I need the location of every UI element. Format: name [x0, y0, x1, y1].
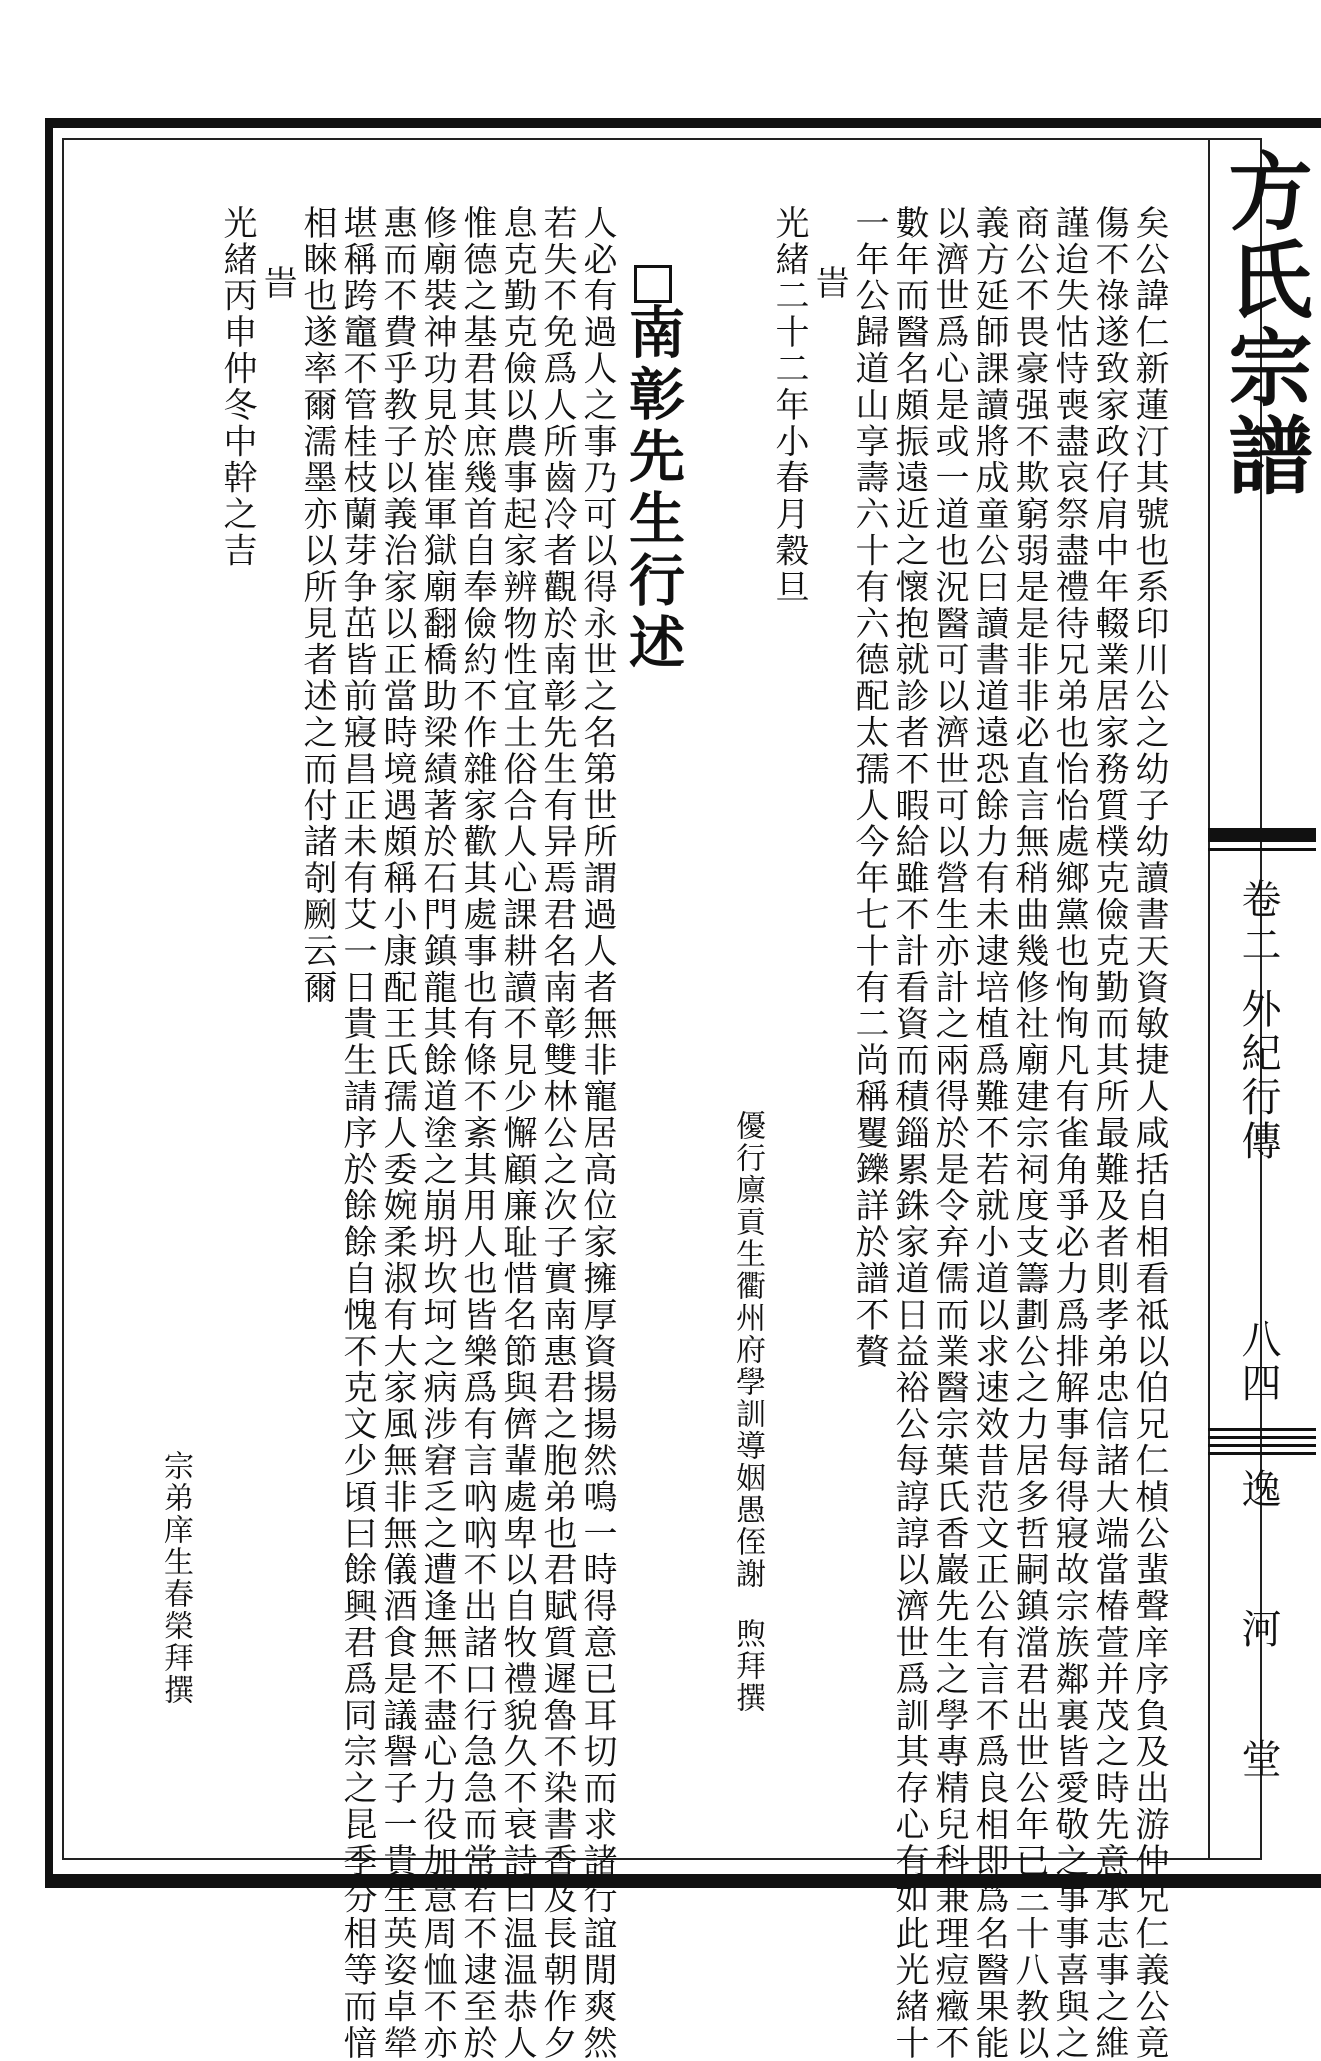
title-column [1208, 138, 1316, 1860]
record-one-line: 矣公諱仁新蓮汀其號也系印川公之幼子幼讀書天資敏捷人咸括自相看祗以伯兄仁楨公蜚聲庠序負及出游仲兄仁義公竟 [1129, 205, 1169, 2061]
record-one-author-name: 煦拜撰 [730, 1618, 765, 1714]
record-one-line: 義方延師課讀將成童公曰讀書道遠恐餘力有未逮培植爲難不若就小道以求速效昔范文正公有言不爲良相即爲名醫果能 [969, 205, 1009, 2061]
record-two-title: 南彰先生行述 [620, 303, 686, 675]
record-two-line: 相睞也遂率爾濡墨亦以所見者述之而付諸剞劂云爾 [297, 205, 337, 1006]
title-bracket-mark [634, 265, 672, 303]
title-rule-thick [1208, 828, 1316, 842]
record-two-line: 修廟裝神功見於崔軍獄廟翻橋助梁績著於石門鎮龍其餘道塗之崩坍坎坷之病涉窘乏之遭逢無不盡心力役加意周恤不亦 [417, 205, 457, 2061]
record-two-date-label: 旹 [257, 265, 297, 302]
hall-name-char-3: 堂 [1235, 1738, 1281, 1778]
record-one-author [730, 1110, 765, 1714]
record-two-line: 惟德之基君其庶幾首自奉儉約不作雜家歡其處事也有條不紊其用人也皆樂爲有言吶吶不出諸口行急急而常若不逮至於 [457, 205, 497, 2061]
record-one-line: 以濟世爲心是或一道也況醫可以濟世可以營生亦計之兩得於是令弃儒而業醫宗葉氏香巖先生之學專精兒科兼理痘癥不 [929, 205, 969, 2061]
title-rule-thin [1208, 848, 1316, 851]
page-number: 八四 [1235, 1318, 1281, 1406]
record-two-title-block [620, 265, 686, 675]
hall-rule-2 [1208, 1436, 1316, 1439]
hall-name-char-1: 逸 [1235, 1468, 1281, 1508]
record-two-author: 宗弟庠生春榮拜撰 [158, 1450, 193, 1706]
record-one-date-label: 旹 [809, 265, 849, 302]
record-one-line: 謹迨失怙恃喪盡哀祭盡禮待兄弟也怡怡處鄉黨也恂恂凡有雀角爭必力爲排解事每得寢故宗族鄰裏皆愛敬之事事喜與之 [1049, 205, 1089, 2061]
record-one-line: 傷不祿遂致家政仔肩中年輟業居家務質樸克儉克勤而其所最難及者則孝弟忠信諸大端當椿萱并茂之時先意承志事之維 [1089, 205, 1129, 2061]
record-two-date: 光緒丙申仲冬中幹之吉 [217, 205, 257, 569]
record-one-date: 光緒二十二年小春月穀旦 [769, 205, 809, 606]
book-title: 方氏宗譜 [1215, 148, 1314, 500]
record-two-line: 人必有過人之事乃可以得永世之名第世所謂過人者無非寵居高位家擁厚資揚揚然鳴一時得意已耳切而求諸行誼閒爽然 [577, 205, 617, 2061]
record-one-author-title: 優行廪貢生衢州府學訓導姻愚侄謝 [730, 1110, 765, 1590]
volume-label: 卷二 [1235, 878, 1281, 970]
record-two-line: 惠而不費乎教子以義治家以正當時境遇頗稱小康配王氏孺人委婉柔淑有大家風無非無儀酒食是議譽子一貴生英姿卓犖 [377, 205, 417, 2061]
section-label: 外紀行傳 [1235, 988, 1281, 1164]
record-one-line: 商公不畏豪强不欺窮弱是是非非必直言無稍曲幾修社廟建宗祠度支籌劃公之力居多哲嗣鎮澢君出世公年已三十八教以 [1009, 205, 1049, 2061]
hall-rule-1 [1208, 1428, 1316, 1431]
hall-rule-4 [1208, 1452, 1316, 1455]
hall-name-char-2: 河 [1235, 1608, 1281, 1648]
record-one-line: 一年公歸道山享壽六十有六德配太孺人今年七十有二尚稱矍鑠詳於譜不贅 [849, 205, 889, 1370]
hall-rule-3 [1208, 1444, 1316, 1447]
record-one-line: 數年而醫名頗振遠近之懷抱就診者不暇給雖不計看資而積錙累銖家道日益裕公每諄諄以濟世爲訓其存心有如此光緒十 [889, 205, 929, 2061]
record-two-line: 堪稱跨竈不管桂枝蘭芽争茁皆前寢昌正未有艾一日貴生請序於餘餘自愧不克文少頃曰餘興君爲同宗之昆季分相等而愔 [337, 205, 377, 2061]
record-two-line: 若失不免爲人所齒冷者觀於南彰先生有异焉君名南彰雙林公之次子實南惠君之胞弟也君賦質遲魯不染書香及長朝作夕 [537, 205, 577, 2061]
record-two-line: 息克勤克儉以農事起家辨物性宜土俗合人心課耕讀不見少懈顧廉耻惜名節與儕輩處卑以自牧禮貌久不衰詩曰温温恭人 [497, 205, 537, 2061]
